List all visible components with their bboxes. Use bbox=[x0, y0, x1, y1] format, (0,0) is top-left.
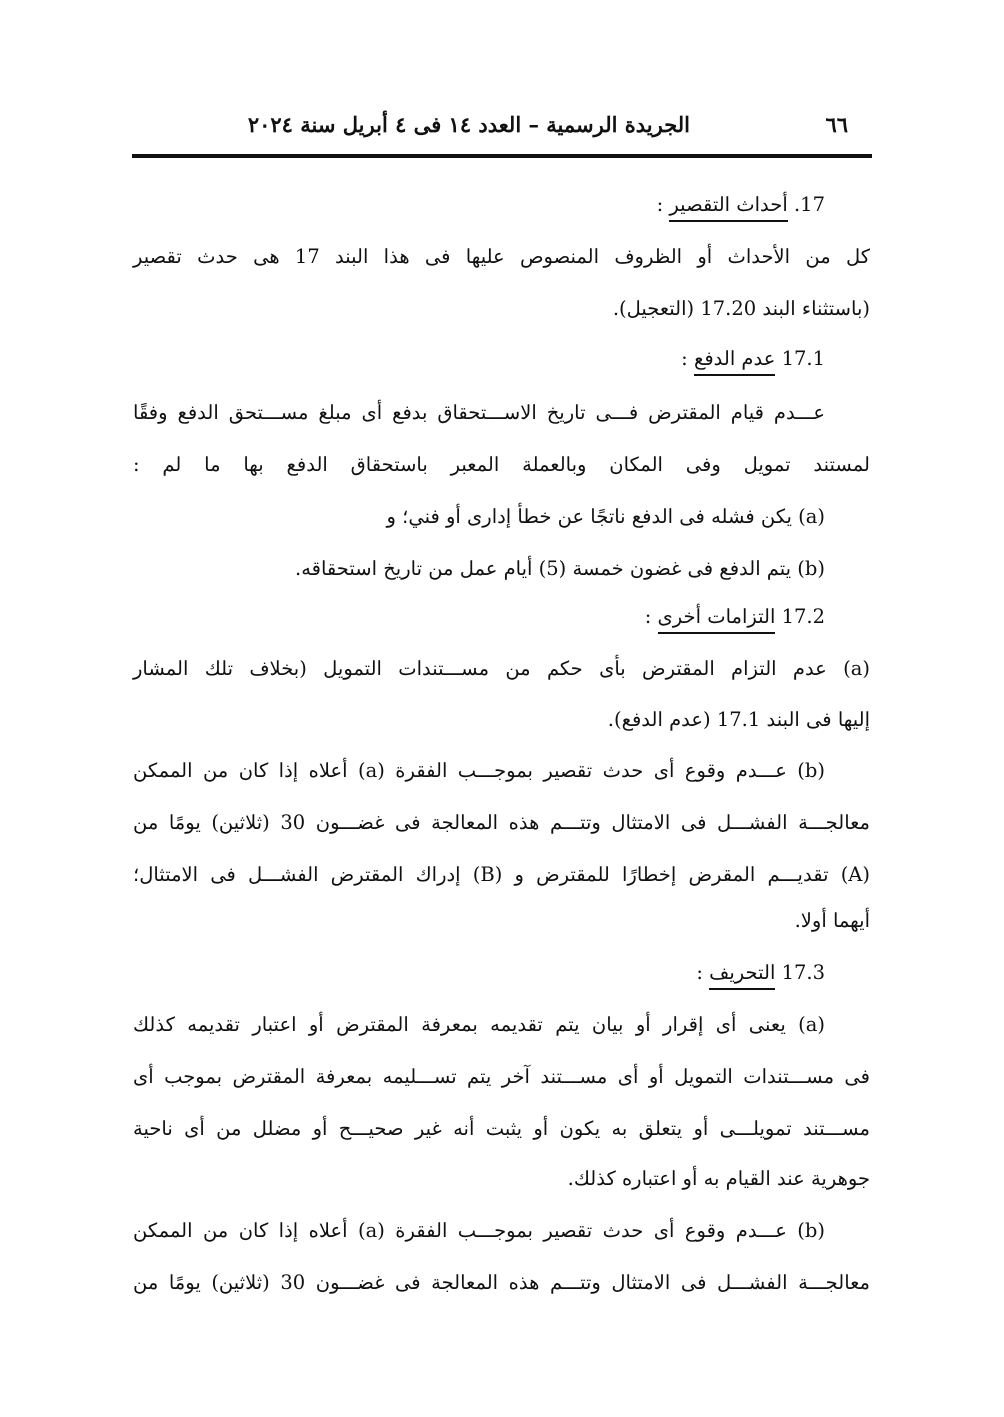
heading-colon: : bbox=[656, 193, 670, 216]
text-line: جوهرية عند القيام به أو اعتباره كذلك. bbox=[567, 1167, 870, 1190]
text-line: معالجـــة الفشـــل فى الامتثال وتتـــم هذه المعالجة فى غضـــون 30 (ثلاثين) يومًا من bbox=[133, 1271, 870, 1294]
section-heading bbox=[133, 344, 870, 374]
text-line: (a) يكن فشله فى الدفع ناتجًا عن خطأ إدارى أو فني؛ و bbox=[386, 505, 825, 528]
heading-colon: : bbox=[681, 347, 694, 370]
text-line: مســـتند تمويلـــى أو يتعلق به يكون أو يثبت أنه غير صحيـــح أو مضلل من أى ناحية bbox=[133, 1117, 870, 1140]
text-line: لمستند تمويل وفى المكان وبالعملة المعبر باستحقاق الدفع بها ما لم : bbox=[133, 453, 870, 476]
page-number: ٦٦ bbox=[825, 112, 848, 137]
gazette-title: الجريدة الرسمية – العدد ١٤ فى ٤ أبريل سنة ٢٠٢٤ bbox=[247, 112, 690, 137]
text-line: معالجـــة الفشـــل فى الامتثال وتتـــم هذه المعالجة فى غضـــون 30 (ثلاثين) يومًا من bbox=[133, 811, 870, 834]
text-line: عـــدم قيام المقترض فـــى تاريخ الاســـتحقاق بدفع أى مبلغ مســـتحق الدفع وفقًا bbox=[133, 401, 825, 424]
text-line: إليها فى البند 17.1 (عدم الدفع). bbox=[607, 708, 870, 731]
heading-number: 17.2 bbox=[775, 605, 825, 628]
text-line: أيهما أولا. bbox=[794, 909, 870, 932]
heading-title: التحريف bbox=[709, 961, 775, 990]
heading-colon: : bbox=[644, 605, 658, 628]
text-line: كل من الأحداث أو الظروف المنصوص عليها فى هذا البند 17 هى حدث تقصير bbox=[133, 245, 870, 268]
heading-title: أحداث التقصير bbox=[669, 193, 787, 222]
text-line: (b) عـــدم وقوع أى حدث تقصير بموجـــب الفقرة (a) أعلاه إذا كان من الممكن bbox=[133, 759, 825, 782]
heading-number: 17.3 bbox=[775, 961, 825, 984]
text-line: (A) تقديـــم المقرض إخطارًا للمقترض و (B) إدراك المقترض الفشـــل فى الامتثال؛ bbox=[133, 863, 870, 886]
heading-colon: : bbox=[696, 961, 710, 984]
section-heading bbox=[133, 190, 870, 220]
heading-title: عدم الدفع bbox=[694, 347, 775, 376]
text-line: (b) يتم الدفع فى غضون خمسة (5) أيام عمل من تاريخ استحقاقه. bbox=[295, 557, 825, 580]
text-line: (a) عدم التزام المقترض بأى حكم من مســـتندات التمويل (بخلاف تلك المشار bbox=[133, 657, 870, 680]
page-header bbox=[133, 112, 870, 148]
text-line: فى مســـتندات التمويل أو أى مســـتند آخر يتم تســـليمه بمعرفة المقترض بموجب أى bbox=[133, 1065, 870, 1088]
text-line: (باستثناء البند 17.20 (التعجيل). bbox=[612, 297, 870, 320]
section-heading bbox=[133, 602, 870, 632]
text-line: (a) يعنى أى إقرار أو بيان يتم تقديمه بمعرفة المقترض أو اعتبار تقديمه كذلك bbox=[133, 1013, 825, 1036]
heading-title: التزامات أخرى bbox=[658, 605, 776, 634]
text-line: (b) عـــدم وقوع أى حدث تقصير بموجـــب الفقرة (a) أعلاه إذا كان من الممكن bbox=[133, 1219, 825, 1242]
section-heading bbox=[133, 958, 870, 988]
heading-number: 17. bbox=[787, 193, 825, 216]
heading-number: 17.1 bbox=[775, 347, 825, 370]
header-rule bbox=[132, 154, 872, 158]
